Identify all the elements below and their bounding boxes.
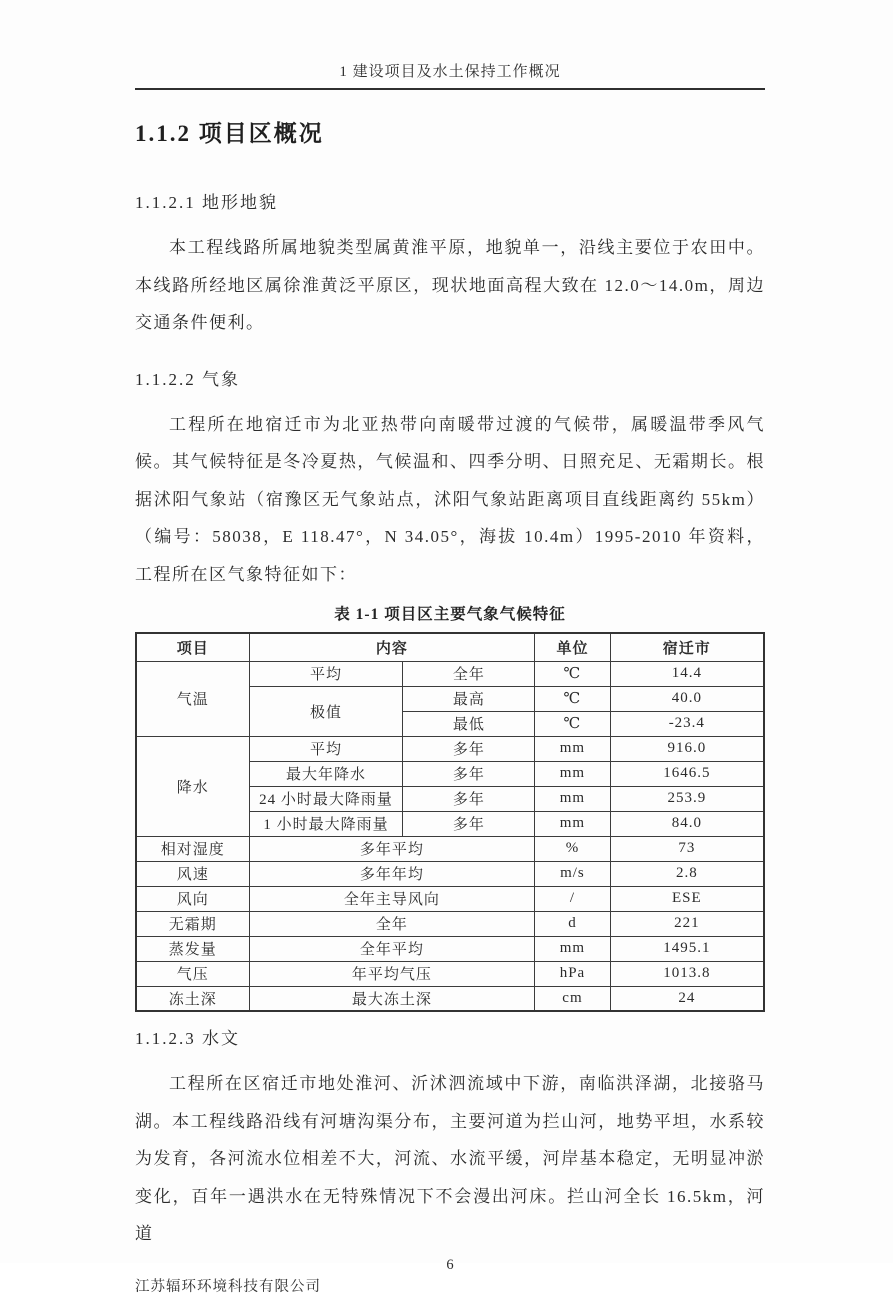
table-row	[136, 986, 764, 1011]
table-cell: 221	[610, 911, 764, 936]
table-cell: /	[535, 886, 610, 911]
table-cell: 年平均气压	[249, 961, 535, 986]
climate-table	[135, 632, 765, 1012]
table-row	[136, 661, 764, 686]
subsection-title-terrain: 1.1.2.1 地形地貌	[135, 193, 278, 212]
table-cell: 1013.8	[610, 961, 764, 986]
table-cell: 降水	[136, 736, 249, 836]
table-cell: 多年年均	[249, 861, 535, 886]
table-cell: 多年	[403, 811, 535, 836]
table-cell: 相对湿度	[136, 836, 249, 861]
table-row	[136, 836, 764, 861]
table-header-cell: 内容	[249, 633, 535, 661]
table-header-cell: 单位	[535, 633, 610, 661]
table-cell: 73	[610, 836, 764, 861]
table-cell: ℃	[535, 711, 610, 736]
table-cell: mm	[535, 761, 610, 786]
table-cell: %	[535, 836, 610, 861]
table-caption: 表 1-1 项目区主要气象气候特征	[334, 606, 566, 623]
footer-company-name: 江苏辐环环境科技有限公司	[135, 1278, 321, 1295]
paragraph-climate: 工程所在地宿迁市为北亚热带向南暖带过渡的气候带，属暖温带季风气候。其气候特征是冬冷夏热，气候温和、四季分明、日照充足、无霜期长。根据沭阳气象站（宿豫区无气象站点，沭阳气象站距离项目直线距离约 55km）（编号：58038，E 118.47°，N 34.05°，海拔 10.4m）1995-2010 年资料，工程所在区气象特征如下：	[135, 414, 765, 584]
table-cell: m/s	[535, 861, 610, 886]
table-cell: 2.8	[610, 861, 764, 886]
table-row	[136, 736, 764, 761]
table-cell: 蒸发量	[136, 936, 249, 961]
table-cell: 平均	[249, 661, 403, 686]
table-cell: 最高	[403, 686, 535, 711]
table-cell: 多年	[403, 736, 535, 761]
table-cell: 全年	[249, 911, 535, 936]
table-cell: 1495.1	[610, 936, 764, 961]
table-cell: 84.0	[610, 811, 764, 836]
table-cell: 最低	[403, 711, 535, 736]
header-rule	[135, 88, 765, 90]
page-number: 6	[446, 1256, 454, 1273]
table-cell: 全年主导风向	[249, 886, 535, 911]
table-cell: 多年平均	[249, 836, 535, 861]
table-header-row	[136, 633, 764, 661]
table-cell: 平均	[249, 736, 403, 761]
table-row	[136, 911, 764, 936]
table-cell: 1646.5	[610, 761, 764, 786]
table-header-cell: 宿迁市	[610, 633, 764, 661]
subsection-title-climate: 1.1.2.2 气象	[135, 369, 240, 389]
table-cell: ℃	[535, 686, 610, 711]
table-cell: 916.0	[610, 736, 764, 761]
table-cell: 气温	[136, 661, 249, 736]
table-cell: 1 小时最大降雨量	[249, 811, 403, 836]
table-cell: 40.0	[610, 686, 764, 711]
table-cell: -23.4	[610, 711, 764, 736]
table-cell: 风速	[136, 861, 249, 886]
table-cell: d	[535, 911, 610, 936]
paragraph-terrain: 本工程线路所属地貌类型属黄淮平原，地貌单一，沿线主要位于农田中。本线路所经地区属徐淮黄泛平原区，现状地面高程大致在 12.0～14.0m，周边交通条件便利。	[135, 238, 765, 332]
table-cell: mm	[535, 936, 610, 961]
paragraph-hydrology: 工程所在区宿迁市地处淮河、沂沭泗流域中下游，南临洪泽湖，北接骆马湖。本工程线路沿线有河塘沟渠分布，主要河道为拦山河，地势平坦，水系较为发育，各河流水位相差不大，河流、水流平缓，河岸基本稳定，无明显冲淤变化，百年一遇洪水在无特殊情况下不会漫出河床。拦山河全长 16.5km，河道	[135, 1074, 765, 1243]
table-cell: 无霜期	[136, 911, 249, 936]
table-cell: 全年平均	[249, 936, 535, 961]
table-cell: 最大冻土深	[249, 986, 535, 1011]
table-cell: cm	[535, 986, 610, 1011]
table-cell: ℃	[535, 661, 610, 686]
table-cell: mm	[535, 786, 610, 811]
table-cell: hPa	[535, 961, 610, 986]
table-row	[136, 886, 764, 911]
table-cell: 全年	[403, 661, 535, 686]
table-row	[136, 961, 764, 986]
table-cell: 24	[610, 986, 764, 1011]
table-header-cell: 项目	[136, 633, 249, 661]
table-row	[136, 861, 764, 886]
subsection-title-hydrology: 1.1.2.3 水文	[135, 1029, 240, 1048]
table-cell: 24 小时最大降雨量	[249, 786, 403, 811]
table-cell: mm	[535, 811, 610, 836]
table-row	[136, 936, 764, 961]
table-cell: 253.9	[610, 786, 764, 811]
table-cell: 最大年降水	[249, 761, 403, 786]
table-cell: 极值	[249, 686, 403, 736]
table-cell: 多年	[403, 786, 535, 811]
section-heading: 1.1.2 项目区概况	[135, 121, 324, 146]
running-header: 1 建设项目及水土保持工作概况	[339, 64, 561, 80]
table-cell: mm	[535, 736, 610, 761]
table-cell: 气压	[136, 961, 249, 986]
table-cell: 风向	[136, 886, 249, 911]
table-cell: 冻土深	[136, 986, 249, 1011]
table-cell: ESE	[610, 886, 764, 911]
table-cell: 14.4	[610, 661, 764, 686]
table-cell: 多年	[403, 761, 535, 786]
